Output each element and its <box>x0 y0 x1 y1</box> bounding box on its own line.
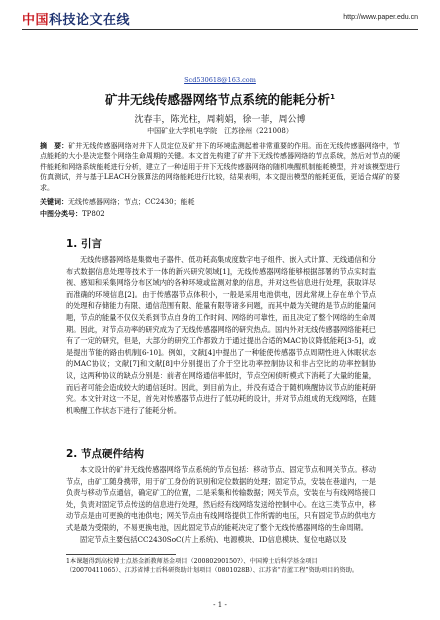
site-url[interactable]: http://www.paper.edu.cn <box>343 14 418 21</box>
paragraph: 无线传感器网络是集微电子器件、低功耗高集成度数字电子组件、嵌入式计算、无线通信和分布式数据信息处理等技术于一体的新兴研究领域[1]，无线传感器网络能够根据部署的节点实时监视、感知和采集网络分布区域内的各种环境或监测对象的信息，并对这些信息进行处理，获取详尽而准确的环境信息[2]。由于传感器节点体积小，一般是采用电池供电，因此常规上存在单个节点的处理和存储能力有限、通信范围有限、能量有限等诸多问题，而其中最为关键的是节点的能量问题，节点的能量不仅仅关系到节点自身的工作时间、网络的可靠性，而且决定了整个网络的生命周期。因此，对节点功率的研究成为了无线传感器网络的研究热点。国内外对无线传感器网络能耗已有了一定的研究，但是，大部分的研究工作都致力于通过提出合适的MAC协议降低能耗[3-5]，或是提出节能的路由机制[6-10]。例如，文献[4]中提出了一种能使传感器节点周期性进入休眠状态的MAC协议；文献[7]和文献[8]中分别提出了介于空比功率控制协议和非占空比的功率控制协议，这两种协议的缺点分别是：前者在网络通信率低时，节点空闲侦听模式下消耗了大量的能量，而后者可能会造成较大的通信延时。因此，到目前为止，并没有适合于随机唤醒协议节点的能耗研究。本文针对这一不足，首先对传感器节点进行了低功耗的设计，并对节点组成的无线网络，在随机唤醒工作状态下进行了能耗分析。 <box>66 255 376 415</box>
title-footnote-mark: 1 <box>330 92 335 101</box>
paper-title-text: 矿井无线传感器网络节点系统的能耗分析 <box>105 92 331 107</box>
keywords <box>40 197 400 207</box>
site-logo[interactable] <box>22 8 130 28</box>
abstract-label: 摘 要： <box>40 142 69 150</box>
classification-number: TP802 <box>82 210 105 218</box>
keywords-label: 关键词： <box>40 198 68 206</box>
paper-authors: 沈春丰，陈光柱，周莉娟，徐一菲，周公博 <box>134 115 306 125</box>
classification <box>40 209 400 219</box>
paragraph: 固定节点主要包括CC2430SoC(片上系统)、电源模块、ID信息模块、复位电路以及 <box>80 534 347 544</box>
paper-affiliation: 中国矿业大学机电学院 江苏徐州（221008） <box>147 127 293 135</box>
logo-red-text: 中国 <box>22 12 50 28</box>
section-heading-intro: 1. 引言 <box>66 238 102 250</box>
footnote: 1本课题得到高校博士点基金新教师基金项目（20080290150?）、中国博士后科学基金项目（20070411065）、江苏省博士后科研资助计划项目（0801028B）、江苏省“青蓝工程”资助项目的资助。 <box>66 558 359 575</box>
logo-blue-text: 科技论文在线 <box>49 12 131 28</box>
section-body-intro <box>66 254 376 416</box>
paper-title <box>0 90 440 108</box>
page-number: - 1 - <box>213 601 227 609</box>
classification-label: 中图分类号： <box>40 210 82 218</box>
abstract <box>40 141 400 193</box>
paragraph: 本文设计的矿井无线传感器网络节点系统的节点包括：移动节点、固定节点和网关节点。移动节点，由矿工随身携带，用于矿工身份的识别和定位数据的处理；固定节点，安装在巷道内，一是负责与移动节点通信，确定矿工的位置，二是采集和传输数据；网关节点，安装在与有线网络接口处，负责对固定节点传送的信息进行处理，然后经有线网络发送给控制中心。在这三类节点中，移动节点是由可更换的电池供电；网关节点由有线网络提供工作所需的电压，只有固定节点的供电方式是最为受限的，不易更换电池，因此固定节点的能耗决定了整个无线传感器网络的生命周期。 <box>66 465 376 532</box>
author-email[interactable]: Scd530618@163.com <box>184 76 256 84</box>
keywords-text: 无线传感器网络；节点；CC2430；能耗 <box>68 198 195 206</box>
section-body-hardware <box>66 464 376 545</box>
abstract-text: 矿井无线传感器网络对井下人员定位及矿井下的环境监测起着非常重要的作用。而在无线传感器网络中，节点能耗的大小是决定整个网络生命周期的关键。本文首先构建了矿井下无线传感器网络的节点系统，然后对节点的硬件能耗和网络系统能耗进行分析，建立了一种适用于井下无线传感器网络的随机唤醒机制能耗模型，并对该模型进行仿真测试，并与基于LEACH分簇算法的网络能耗进行比较，结果表明，本文提出模型的能耗更低，更适合煤矿的要求。 <box>40 142 401 192</box>
section-heading-hardware: 2. 节点硬件结构 <box>66 448 144 460</box>
header-divider <box>22 29 418 30</box>
footnote-divider <box>66 554 176 555</box>
